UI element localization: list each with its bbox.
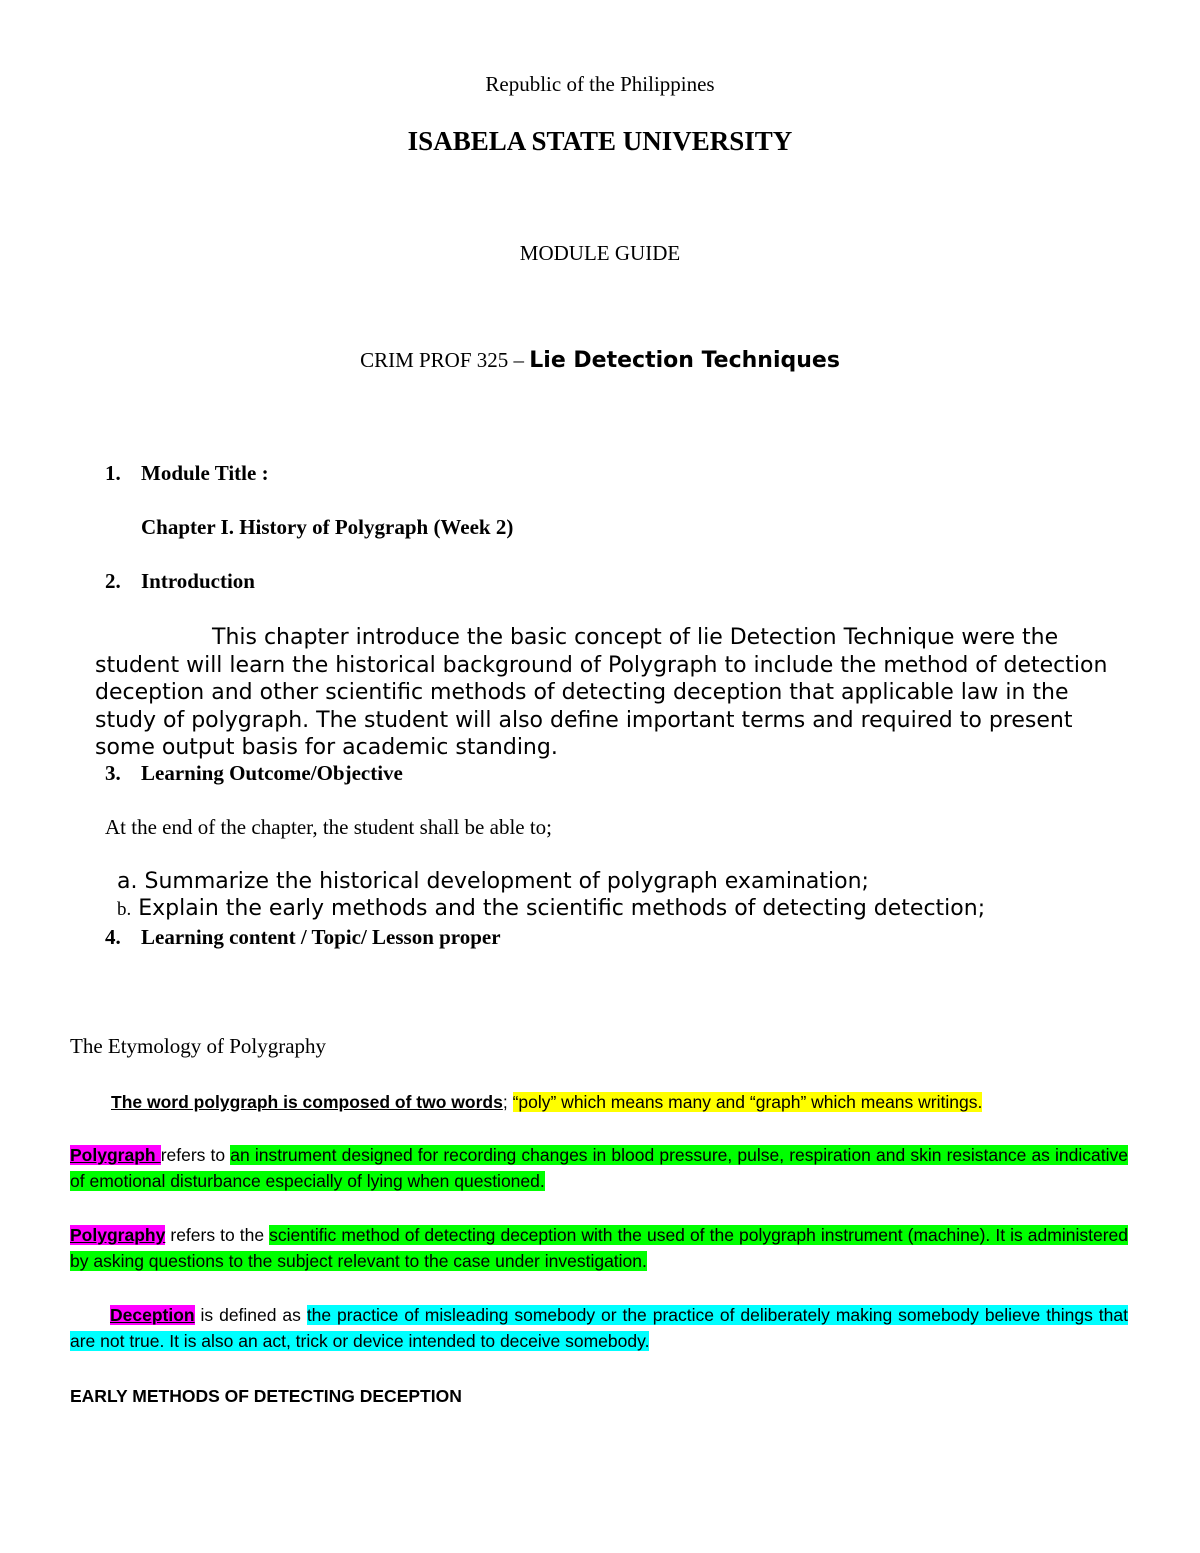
polygraphy-definition-highlight: scientific method of detecting deception with the used of the polygraph instrument (machine). It is administered by asking questions to the subject relevant to the case under investigation. xyxy=(70,1225,1128,1271)
university-name: ISABELA STATE UNIVERSITY xyxy=(407,126,793,156)
early-methods-heading: EARLY METHODS OF DETECTING DECEPTION xyxy=(70,1386,462,1406)
introduction-paragraph xyxy=(95,624,1130,762)
polygraph-definition-highlight: an instrument designed for recording changes in blood pressure, pulse, respiration and skin resistance as indicative of emotional disturbance especially of lying when questioned. xyxy=(70,1145,1128,1191)
polygraph-definition xyxy=(70,1142,1128,1194)
deception-term: Deception xyxy=(110,1305,195,1325)
polygraph-term: Polygraph xyxy=(70,1145,161,1165)
polygraph-connector: refers to xyxy=(160,1145,231,1165)
objective-text: Explain the early methods and the scientific methods of detecting detection; xyxy=(138,896,986,921)
section-label: Introduction xyxy=(141,569,255,593)
word-lead: The word polygraph is composed of two words xyxy=(111,1092,503,1112)
objective-text: Summarize the historical development of polygraph examination; xyxy=(144,869,869,894)
course-line xyxy=(0,348,1200,373)
section-module-title xyxy=(105,461,269,486)
objective-a xyxy=(117,869,869,894)
polygraphy-term: Polygraphy xyxy=(70,1225,166,1245)
section-introduction xyxy=(105,569,255,594)
section-number: 2. xyxy=(105,569,121,593)
objective-lead: At the end of the chapter, the student shall be able to; xyxy=(105,815,553,839)
objective-letter: a. xyxy=(117,869,138,894)
course-title: Lie Detection Techniques xyxy=(529,348,840,373)
section-learning-content xyxy=(105,925,501,950)
section-label: Module Title : xyxy=(141,461,269,485)
word-meaning-highlight: “poly” which means many and “graph” which means writings. xyxy=(512,1092,983,1112)
republic-line: Republic of the Philippines xyxy=(485,72,715,96)
section-number: 4. xyxy=(105,925,121,949)
deception-definition xyxy=(70,1302,1128,1354)
introduction-text: This chapter introduce the basic concept of lie Detection Technique were the student will learn the historical background of Polygraph to include the method of detection deception and other scientific methods of detecting deception that applicable law in the study of polygraph. The student will also define important terms and required to present some output basis for academic standing. xyxy=(95,625,1108,760)
polygraph-etymology-line xyxy=(111,1089,1111,1115)
section-label: Learning content / Topic/ Lesson proper xyxy=(141,925,501,949)
word-separator: ; xyxy=(502,1092,513,1112)
course-code: CRIM PROF 325 – xyxy=(360,348,530,372)
deception-definition-highlight: the practice of misleading somebody or the practice of deliberately making somebody believe things that are not true. It is also an act, trick or device intended to deceive somebody. xyxy=(70,1305,1128,1351)
deception-connector: is defined as xyxy=(194,1305,307,1325)
chapter-title: Chapter I. History of Polygraph (Week 2) xyxy=(141,515,514,539)
objective-b xyxy=(117,896,985,921)
objective-letter: b. xyxy=(117,899,132,920)
polygraphy-connector: refers to the xyxy=(165,1225,270,1245)
section-number: 3. xyxy=(105,761,121,785)
polygraphy-definition xyxy=(70,1222,1128,1274)
etymology-heading: The Etymology of Polygraphy xyxy=(70,1034,327,1058)
module-guide-title: MODULE GUIDE xyxy=(519,241,681,265)
section-learning-outcome xyxy=(105,761,403,786)
section-number: 1. xyxy=(105,461,121,485)
section-label: Learning Outcome/Objective xyxy=(141,761,403,785)
